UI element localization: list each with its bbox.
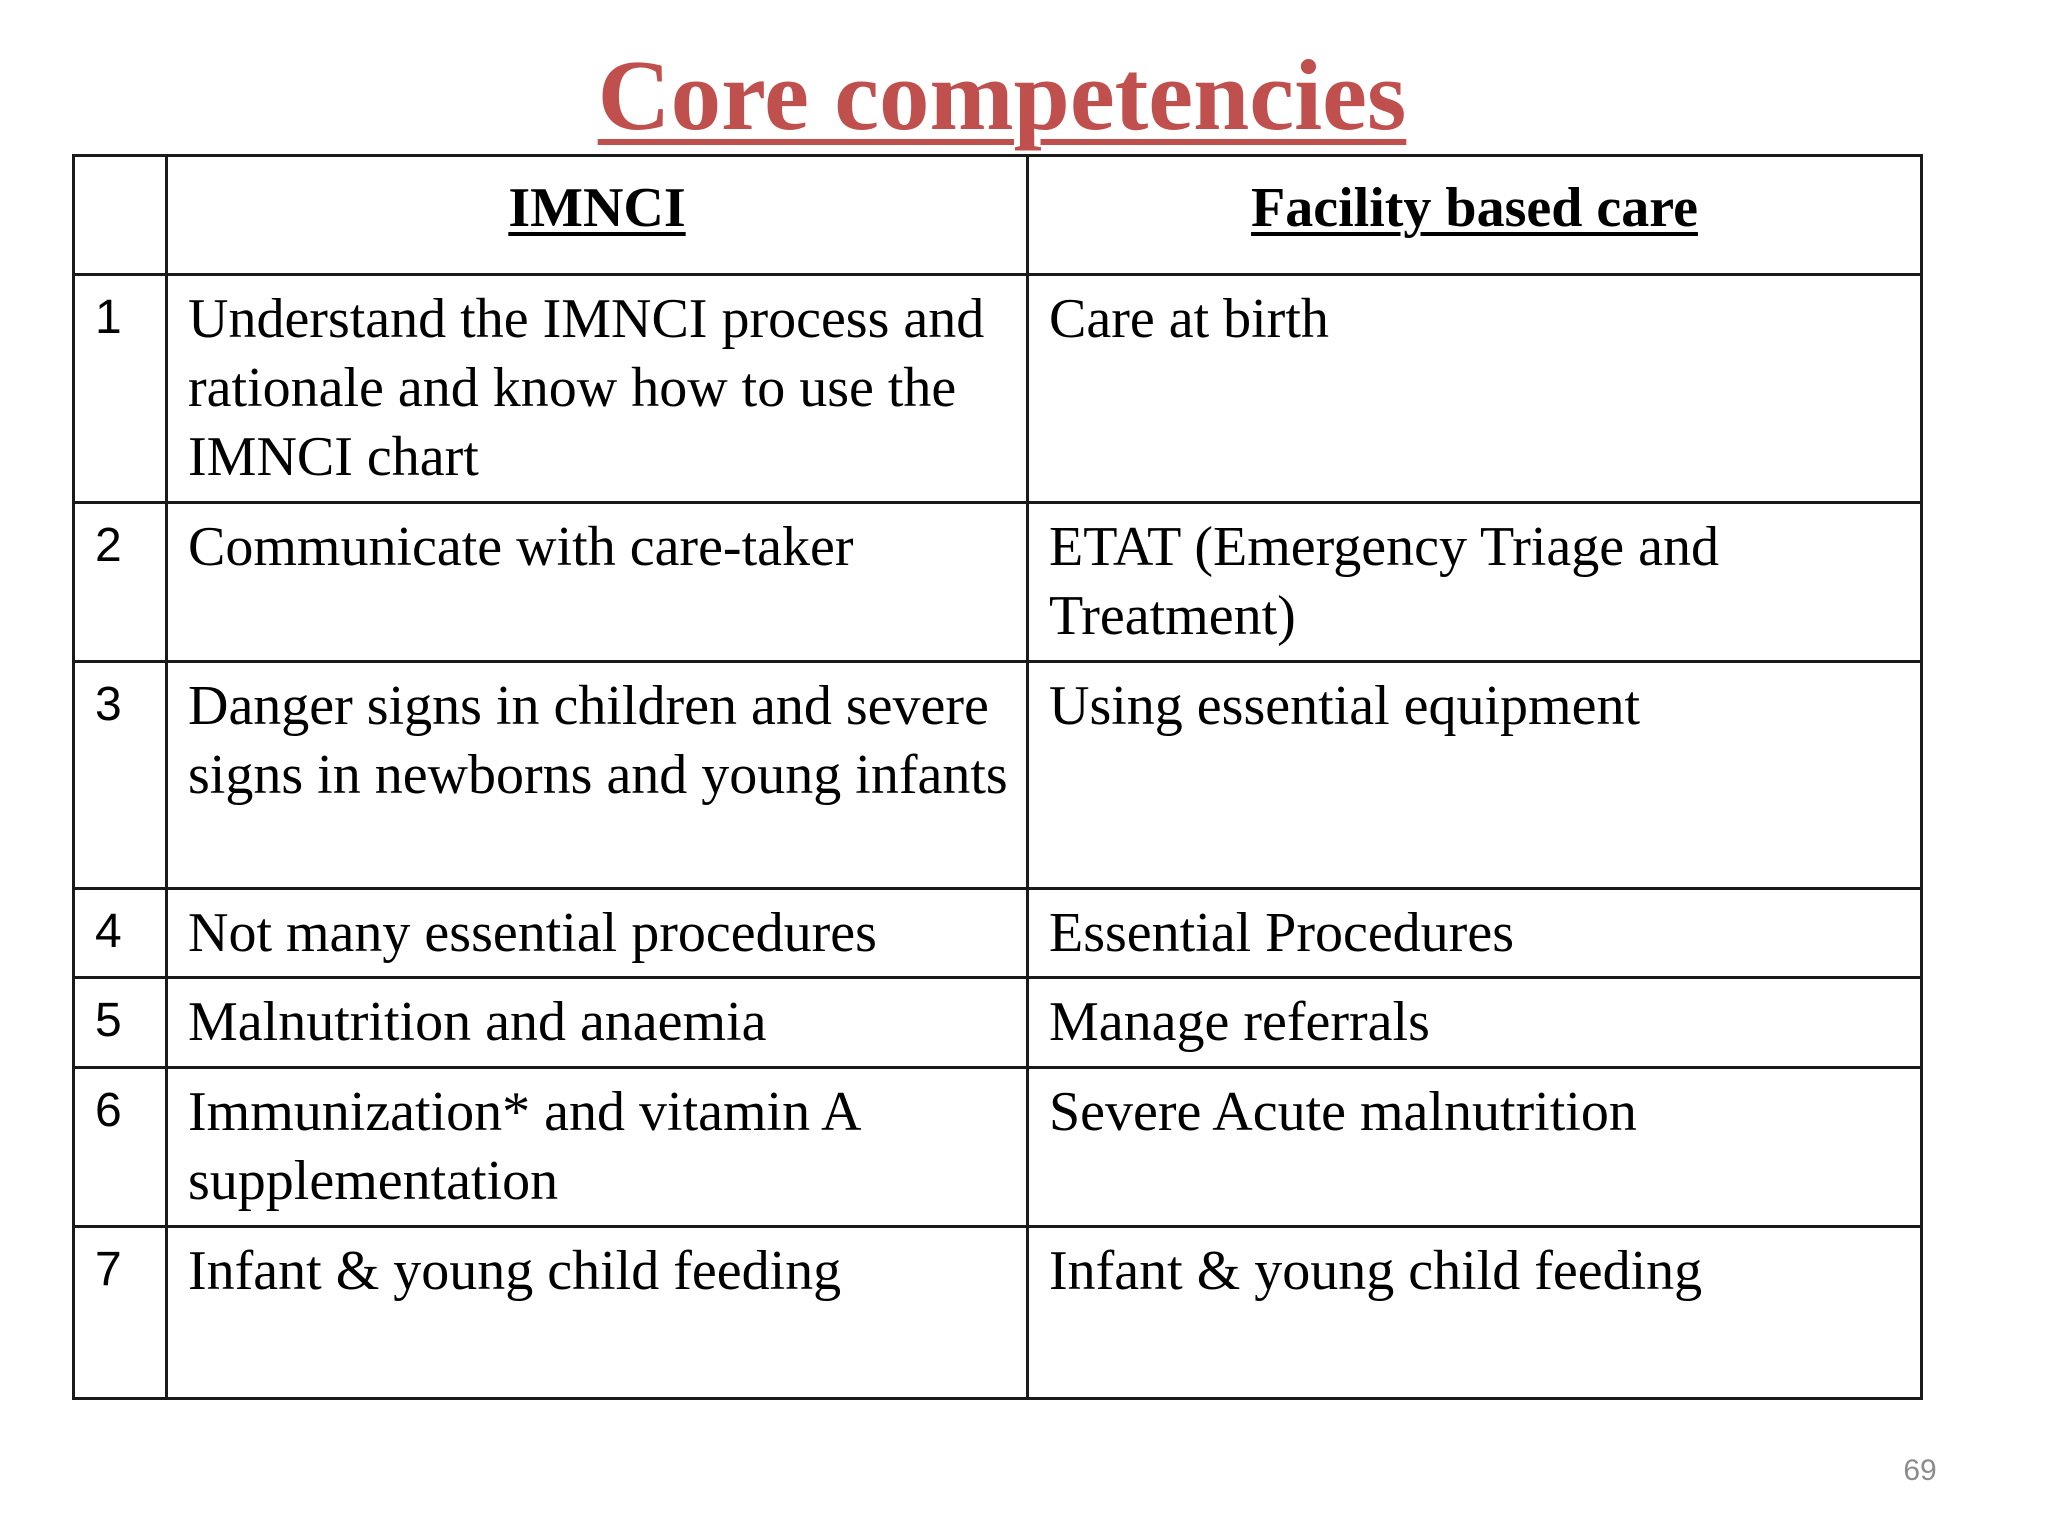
row-number: 2 [74, 503, 167, 662]
table-row [74, 978, 1922, 1068]
imnci-cell: Infant & young child feeding [167, 1227, 1028, 1399]
imnci-cell: Immunization* and vitamin A supplementation [167, 1068, 1028, 1227]
table-row [74, 1227, 1922, 1399]
header-facility [1028, 156, 1922, 275]
imnci-cell: Danger signs in children and severe signs in newborns and young infants [167, 662, 1028, 889]
row-number: 5 [74, 978, 167, 1068]
table-row [74, 1068, 1922, 1227]
facility-cell: ETAT (Emergency Triage and Treatment) [1028, 503, 1922, 662]
row-number: 1 [74, 275, 167, 503]
slide-title-text: Core competencies [597, 39, 1407, 151]
slide-title [0, 36, 2004, 154]
page-number: 69 [1903, 1454, 1937, 1487]
table-header-row [74, 156, 1922, 275]
table-row [74, 889, 1922, 978]
facility-cell: Using essential equipment [1028, 662, 1922, 889]
facility-cell: Severe Acute malnutrition [1028, 1068, 1922, 1227]
header-number [74, 156, 167, 275]
row-number: 7 [74, 1227, 167, 1399]
facility-cell: Essential Procedures [1028, 889, 1922, 978]
table-row [74, 662, 1922, 889]
row-number: 3 [74, 662, 167, 889]
header-imnci [167, 156, 1028, 275]
table-row [74, 503, 1922, 662]
header-facility-label: Facility based care [1251, 177, 1698, 239]
facility-cell: Infant & young child feeding [1028, 1227, 1922, 1399]
imnci-cell: Communicate with care-taker [167, 503, 1028, 662]
row-number: 4 [74, 889, 167, 978]
imnci-cell: Malnutrition and anaemia [167, 978, 1028, 1068]
facility-cell: Care at birth [1028, 275, 1922, 503]
competency-table [72, 154, 1923, 1400]
facility-cell: Manage referrals [1028, 978, 1922, 1068]
imnci-cell: Not many essential procedures [167, 889, 1028, 978]
imnci-cell: Understand the IMNCI process and rationale and know how to use the IMNCI chart [167, 275, 1028, 503]
table-row [74, 275, 1922, 503]
header-imnci-label: IMNCI [508, 177, 686, 239]
row-number: 6 [74, 1068, 167, 1227]
